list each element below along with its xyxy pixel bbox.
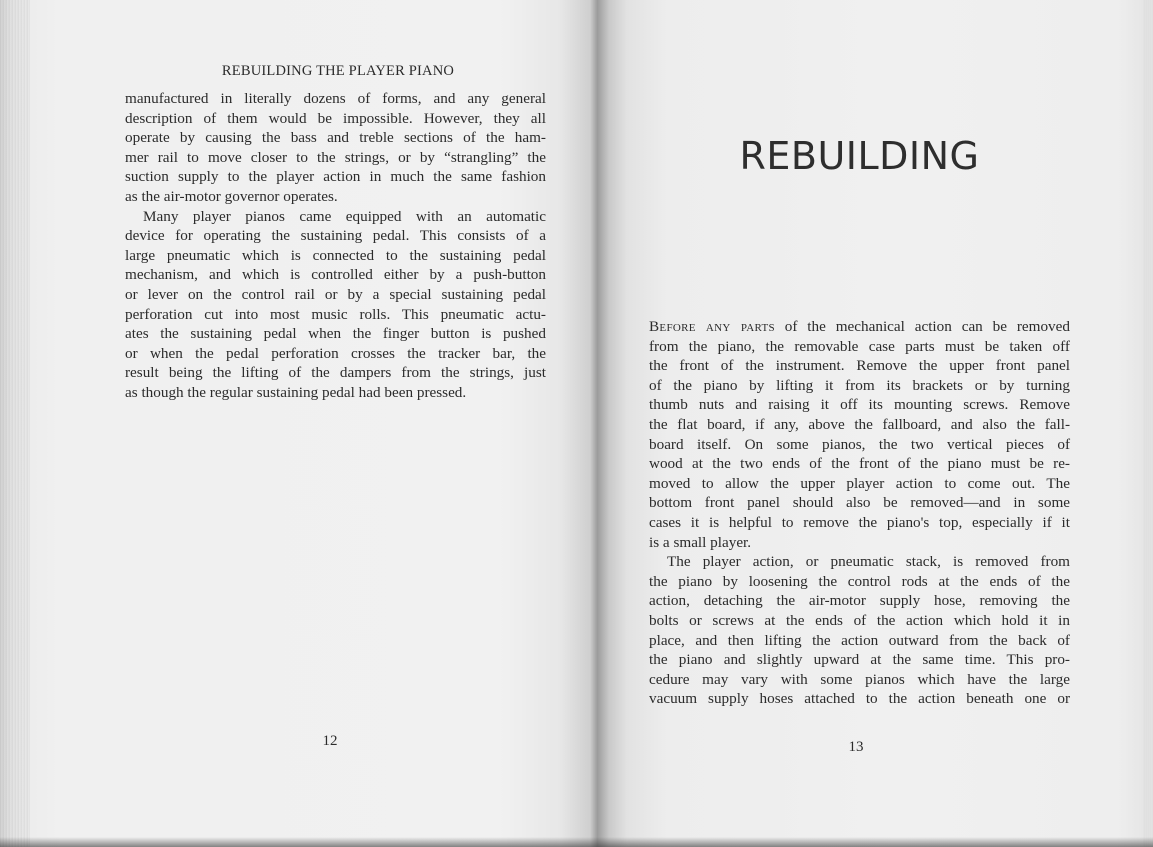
text-line: action, detaching the air-motor supply hose, removing the [649,592,1070,610]
text-line: bolts or screws at the ends of the action which hold it in [649,611,1070,629]
text-line: cedure may vary with some pianos which have the large [649,670,1070,688]
text-line: mechanism, and which is controlled either by a push-button [125,266,546,284]
text-line: wood at the two ends of the front of the piano must be re- [649,455,1070,473]
text-line-first [649,317,1070,337]
text-line: large pneumatic which is connected to the sustaining pedal [125,246,546,264]
text-line: ates the sustaining pedal when the finger button is pushed [125,325,546,343]
text-line: or when the pedal perforation crosses the tracker bar, the [125,344,546,362]
text-line: suction supply to the player action in much the same fashion [125,168,546,186]
text-line: bottom front panel should also be removed—and in some [649,494,1070,512]
first-line-rest: of the mechanical action can be removed [774,318,1070,335]
text-line: place, and then lifting the action outward from the back of [649,631,1070,649]
text-line: moved to allow the upper player action to come out. The [649,474,1070,492]
text-line: device for operating the sustaining pedal. This consists of a [125,227,546,245]
text-line: from the piano, the removable case parts must be taken off [649,337,1070,355]
lead-in-small-caps: Before any parts [649,318,775,335]
bottom-shadow [0,837,1153,847]
text-line: description of them would be impossible. However, they all [125,109,546,127]
page-edges [0,0,30,847]
page-number-left: 12 [322,733,338,749]
text-line: as the air-motor governor operates. [125,187,338,205]
text-line: mer rail to move closer to the strings, or by “strangling” the [125,148,546,166]
left-page-body [125,89,546,403]
chapter-title: REBUILDING [739,134,980,178]
text-line: the flat board, if any, above the fallboard, and also the fall- [649,415,1070,433]
text-line: board itself. On some pianos, the two vertical pieces of [649,435,1070,453]
right-page-body [649,317,1070,709]
text-line: as though the regular sustaining pedal had been pressed. [125,383,467,401]
text-line: the front of the instrument. Remove the upper front panel [649,357,1070,375]
text-line: result being the lifting of the dampers from the strings, just [125,364,546,382]
page-edges [1143,0,1153,847]
text-line: The player action, or pneumatic stack, is removed from [667,553,1070,571]
text-line: thumb nuts and raising it off its mounting screws. Remove [649,396,1070,414]
text-line: cases it is helpful to remove the piano's top, especially if it [649,513,1070,531]
text-line: is a small player. [649,533,752,551]
text-line: the piano and slightly upward at the same time. This pro- [649,651,1070,669]
text-line: operate by causing the bass and treble sections of the ham- [125,129,546,147]
text-line: or lever on the control rail or by a special sustaining pedal [125,285,546,303]
running-head: REBUILDING THE PLAYER PIANO [221,63,455,79]
text-line: perforation cut into most music rolls. This pneumatic actu- [125,305,546,323]
text-line: manufactured in literally dozens of forms, and any general [125,90,546,107]
page-number-right: 13 [848,739,864,755]
text-line: of the piano by lifting it from its brackets or by turning [649,376,1070,394]
text-line: the piano by loosening the control rods at the ends of the [649,572,1070,590]
text-line: vacuum supply hoses attached to the action beneath one or [649,690,1070,708]
text-line: Many player pianos came equipped with an automatic [143,207,546,225]
